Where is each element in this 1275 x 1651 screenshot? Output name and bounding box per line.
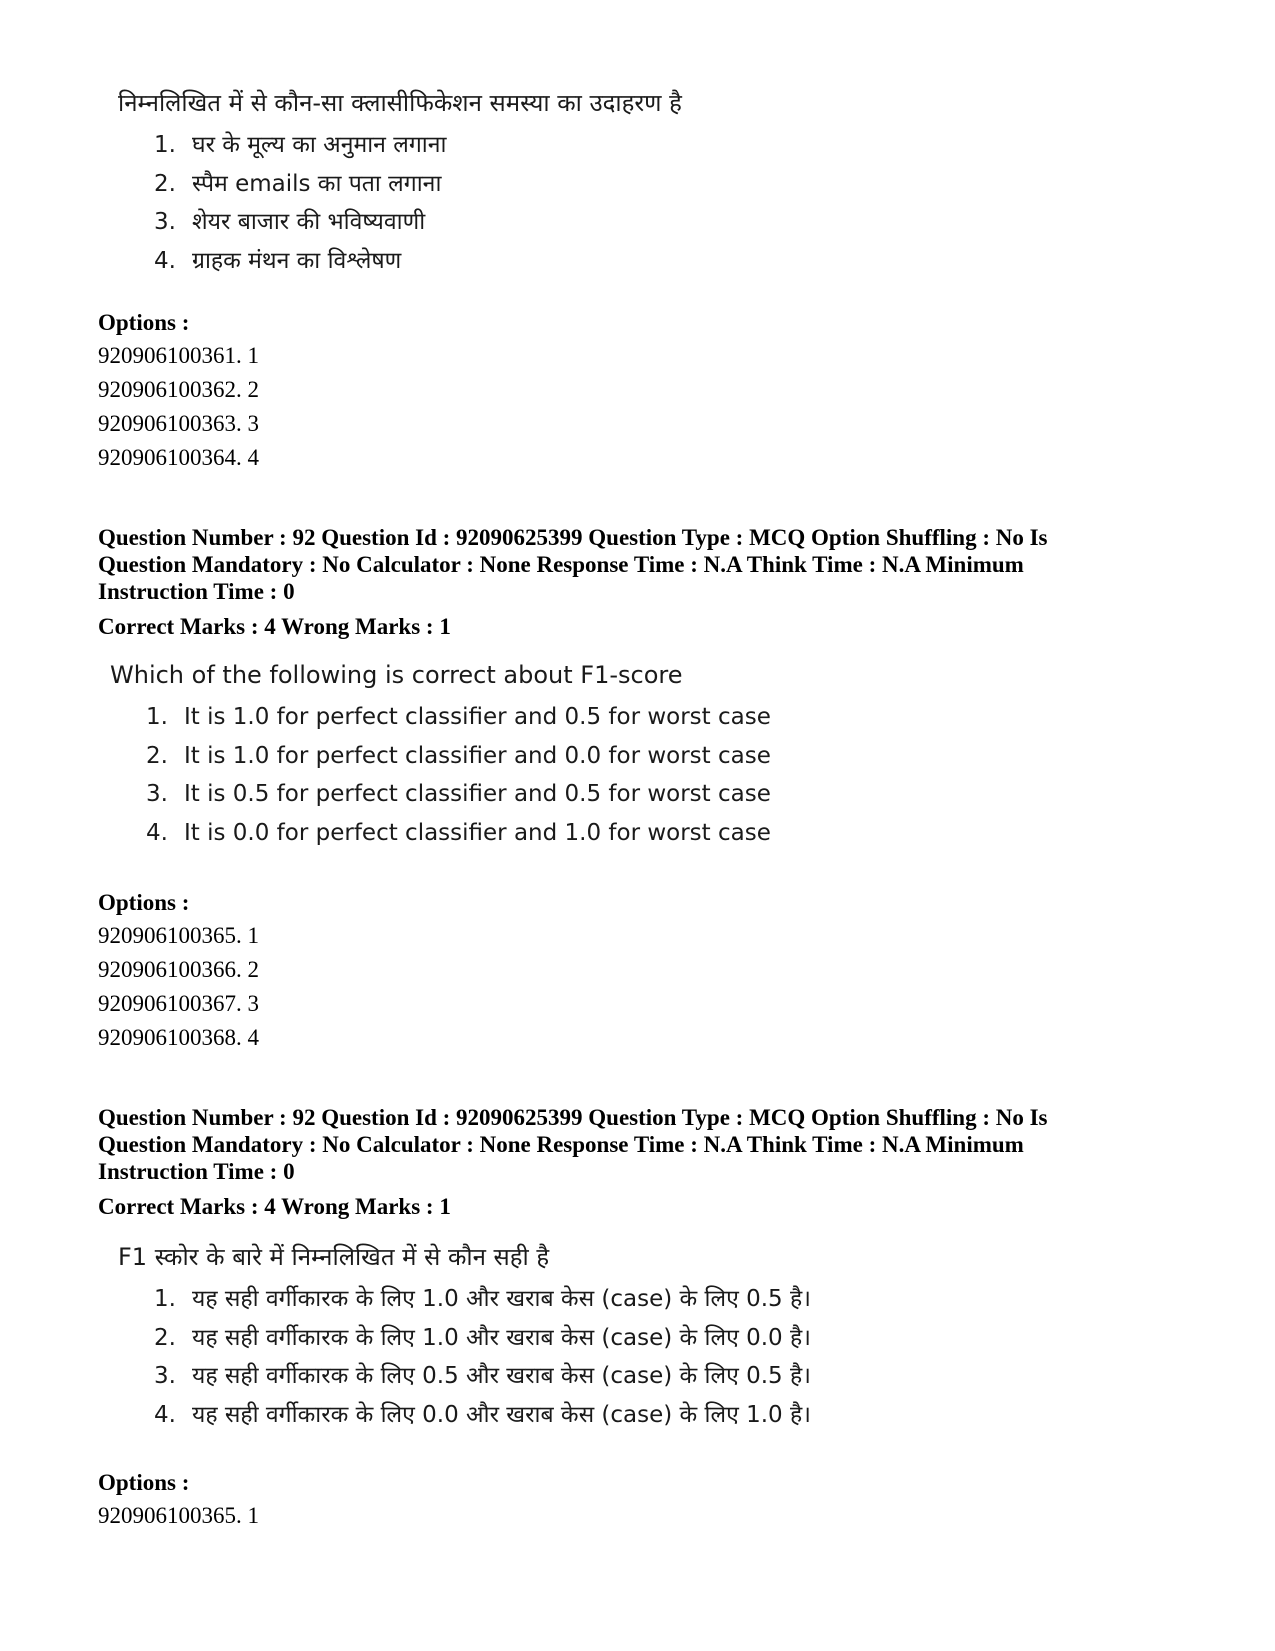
question-meta-line: Question Mandatory : No Calculator : None Response Time : N.A Think Time : N.A Minimum xyxy=(98,1132,1024,1157)
question-image-1 xyxy=(118,86,682,280)
question-choices xyxy=(146,698,771,852)
question-meta-3 xyxy=(98,1104,1215,1220)
choice-number: 4. xyxy=(154,247,176,274)
marks-line: Correct Marks : 4 Wrong Marks : 1 xyxy=(98,614,451,639)
choice-item xyxy=(154,165,682,204)
question-meta-line: Question Number : 92 Question Id : 92090625399 Question Type : MCQ Option Shuffling : No Is xyxy=(98,525,1048,550)
choice-number: 4. xyxy=(146,819,168,846)
choice-number: 2. xyxy=(146,742,168,769)
choice-number: 1. xyxy=(154,132,176,158)
question-stem: Which of the following is correct about F1-score xyxy=(110,661,683,689)
choice-item xyxy=(154,242,682,281)
choice-number: 2. xyxy=(154,1324,176,1351)
question-meta-2 xyxy=(98,524,1215,640)
choice-text: घर के मूल्य का अनुमान लगाना xyxy=(192,132,447,158)
options-label: Options : xyxy=(98,890,190,915)
question-image-3 xyxy=(118,1240,811,1434)
choice-text: यह सही वर्गीकारक के लिए 0.5 और खराब केस (case) के लिए 0.5 है। xyxy=(192,1363,811,1389)
choice-text: It is 1.0 for perfect classifier and 0.0 for worst case xyxy=(184,742,771,769)
question-stem: निम्नलिखित में से कौन-सा क्लासीफिकेशन समस्या का उदाहरण है xyxy=(118,89,682,117)
choice-number: 3. xyxy=(146,781,168,807)
choice-item xyxy=(146,698,771,737)
choice-text: यह सही वर्गीकारक के लिए 1.0 और खराब केस (case) के लिए 0.5 है। xyxy=(192,1286,811,1312)
option-item: 920906100362. 2 xyxy=(98,377,259,402)
choice-number: 1. xyxy=(146,704,168,730)
option-item: 920906100361. 1 xyxy=(98,343,259,368)
choice-text: यह सही वर्गीकारक के लिए 0.0 और खराब केस (case) के लिए 1.0 है। xyxy=(192,1401,811,1428)
question-choices xyxy=(154,126,682,280)
choice-item xyxy=(154,1396,811,1435)
question-meta-line: Instruction Time : 0 xyxy=(98,1159,295,1184)
choice-text: शेयर बाजार की भविष्यवाणी xyxy=(192,209,426,235)
option-item: 920906100365. 1 xyxy=(98,1503,259,1528)
choice-item xyxy=(146,737,771,776)
choice-text: ग्राहक मंथन का विश्लेषण xyxy=(192,247,402,274)
choice-text: It is 1.0 for perfect classifier and 0.5 for worst case xyxy=(184,704,771,730)
choice-item xyxy=(154,1280,811,1319)
question-image-2 xyxy=(110,658,771,852)
choice-item xyxy=(154,1319,811,1358)
choice-text: यह सही वर्गीकारक के लिए 1.0 और खराब केस (case) के लिए 0.0 है। xyxy=(192,1324,811,1351)
choice-number: 2. xyxy=(154,170,176,197)
options-label: Options : xyxy=(98,310,190,335)
option-item: 920906100364. 4 xyxy=(98,445,259,470)
option-item: 920906100365. 1 xyxy=(98,923,259,948)
options-block-3 xyxy=(98,1466,1215,1533)
option-item: 920906100363. 3 xyxy=(98,411,259,436)
marks-line: Correct Marks : 4 Wrong Marks : 1 xyxy=(98,1194,451,1219)
choice-text: It is 0.0 for perfect classifier and 1.0 for worst case xyxy=(184,819,771,846)
question-meta-line: Question Number : 92 Question Id : 92090625399 Question Type : MCQ Option Shuffling : No Is xyxy=(98,1105,1048,1130)
question-meta-line: Instruction Time : 0 xyxy=(98,579,295,604)
choice-text: स्पैम emails का पता लगाना xyxy=(192,170,442,197)
question-stem: F1 स्कोर के बारे में निम्नलिखित में से कौन सही है xyxy=(118,1243,550,1271)
options-block-2 xyxy=(98,886,1215,1055)
choice-text: It is 0.5 for perfect classifier and 0.5 for worst case xyxy=(184,781,771,807)
option-item: 920906100368. 4 xyxy=(98,1025,259,1050)
choice-item xyxy=(146,814,771,853)
choice-item xyxy=(154,1357,811,1396)
choice-number: 3. xyxy=(154,1363,176,1389)
options-label: Options : xyxy=(98,1470,190,1495)
choice-number: 3. xyxy=(154,209,176,235)
choice-item xyxy=(154,126,682,165)
option-item: 920906100367. 3 xyxy=(98,991,259,1016)
choice-number: 1. xyxy=(154,1286,176,1312)
options-block-1 xyxy=(98,306,1215,475)
choice-item xyxy=(154,203,682,242)
option-item: 920906100366. 2 xyxy=(98,957,259,982)
choice-number: 4. xyxy=(154,1401,176,1428)
choice-item xyxy=(146,775,771,814)
question-meta-line: Question Mandatory : No Calculator : None Response Time : N.A Think Time : N.A Minimum xyxy=(98,552,1024,577)
question-choices xyxy=(154,1280,811,1434)
